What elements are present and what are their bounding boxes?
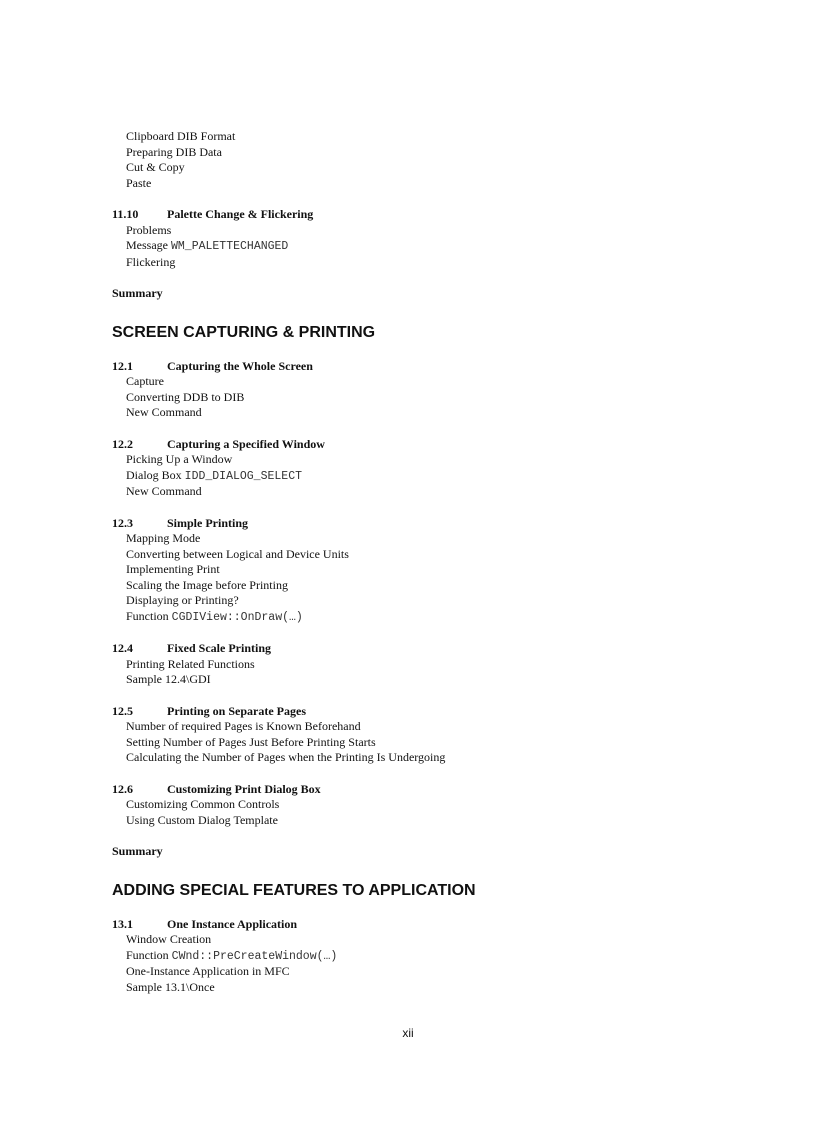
section-number: 12.4: [112, 641, 133, 655]
section-heading-12-3: [112, 516, 752, 532]
section-title: Fixed Scale Printing: [167, 641, 271, 655]
toc-entry: Calculating the Number of Pages when the Printing Is Undergoing: [126, 750, 446, 764]
section-title: One Instance Application: [167, 916, 298, 931]
section-number: 12.3: [112, 515, 133, 530]
section-number: 13.1: [112, 916, 133, 931]
page-number: xii: [402, 1026, 414, 1040]
section-heading-12-4: [112, 641, 752, 657]
section-number: 12.6: [112, 781, 133, 796]
toc-entry: New Command: [126, 405, 202, 419]
section-heading-12-5: [112, 704, 752, 720]
toc-entry: Mapping Mode: [126, 531, 201, 545]
spacer: [112, 625, 752, 641]
chapter-heading-13: ADDING SPECIAL FEATURES TO APPLICATION: [112, 881, 476, 899]
spacer: [112, 688, 752, 704]
entry-prefix: Dialog Box: [126, 467, 185, 482]
spacer: [112, 500, 752, 516]
table-of-contents: [112, 129, 752, 995]
toc-entry: Using Custom Dialog Template: [126, 812, 278, 827]
spacer: [112, 421, 752, 437]
section-heading-12-1: [112, 359, 752, 375]
toc-entry: Flickering: [126, 254, 176, 269]
section-title: Capturing a Specified Window: [167, 436, 325, 451]
toc-entry: Paste: [126, 175, 152, 190]
section-title: Customizing Print Dialog Box: [167, 781, 321, 796]
toc-entry: Number of required Pages is Known Beforehand: [126, 719, 361, 733]
toc-entry: Problems: [126, 222, 172, 237]
section-heading-12-2: [112, 437, 752, 453]
code-identifier: IDD_DIALOG_SELECT: [184, 469, 302, 483]
toc-entry: Sample 12.4\GDI: [126, 672, 211, 686]
section-title: Simple Printing: [167, 515, 249, 530]
toc-entry-message: [126, 238, 752, 255]
entry-prefix: Message: [126, 238, 171, 252]
summary-heading: Summary: [112, 286, 163, 300]
toc-entry: New Command: [126, 484, 202, 498]
toc-entry: Clipboard DIB Format: [126, 129, 236, 143]
toc-entry-function: [126, 948, 752, 965]
toc-entry: Capture: [126, 374, 164, 388]
toc-entry: Converting DDB to DIB: [126, 389, 245, 404]
section-heading-12-6: [112, 782, 752, 798]
entry-prefix: Function: [126, 608, 172, 623]
section-number: 12.5: [112, 703, 133, 718]
toc-entry: Cut & Copy: [126, 160, 185, 174]
entry-list-clipboard: [112, 129, 752, 191]
toc-entry: Picking Up a Window: [126, 452, 233, 466]
spacer: [112, 828, 752, 844]
code-identifier: CGDIView::OnDraw(…): [171, 610, 303, 624]
entry-prefix: Function: [126, 947, 172, 962]
toc-entry: Displaying or Printing?: [126, 593, 239, 607]
toc-entry: Setting Number of Pages Just Before Printing Starts: [126, 734, 376, 749]
section-number: 11.10: [112, 207, 139, 221]
code-identifier: CWnd::PreCreateWindow(…): [171, 949, 338, 963]
toc-entry-function: [126, 609, 752, 626]
summary-heading: Summary: [112, 844, 163, 858]
toc-entry: Customizing Common Controls: [126, 797, 280, 811]
section-title: Palette Change & Flickering: [167, 207, 314, 221]
toc-entry: Sample 13.1\Once: [126, 979, 215, 994]
spacer: [112, 766, 752, 782]
toc-entry: Converting between Logical and Device Units: [126, 546, 349, 561]
section-number: 12.2: [112, 436, 133, 451]
toc-entry: One-Instance Application in MFC: [126, 964, 290, 978]
spacer: [112, 270, 752, 286]
section-title: Printing on Separate Pages: [167, 703, 306, 718]
code-identifier: WM_PALETTECHANGED: [171, 240, 289, 253]
section-heading-13-1: [112, 917, 752, 933]
section-heading-11-10: [112, 207, 752, 223]
chapter-heading-12: SCREEN CAPTURING & PRINTING: [112, 323, 376, 341]
spacer: [112, 191, 752, 207]
toc-entry-dialog: [126, 468, 752, 485]
toc-entry: Scaling the Image before Printing: [126, 577, 288, 592]
section-number: 12.1: [112, 358, 133, 373]
toc-entry: Printing Related Functions: [126, 656, 255, 671]
toc-entry: Preparing DIB Data: [126, 144, 222, 159]
toc-entry: Implementing Print: [126, 562, 220, 576]
section-title: Capturing the Whole Screen: [167, 358, 313, 373]
toc-entry: Window Creation: [126, 932, 212, 946]
